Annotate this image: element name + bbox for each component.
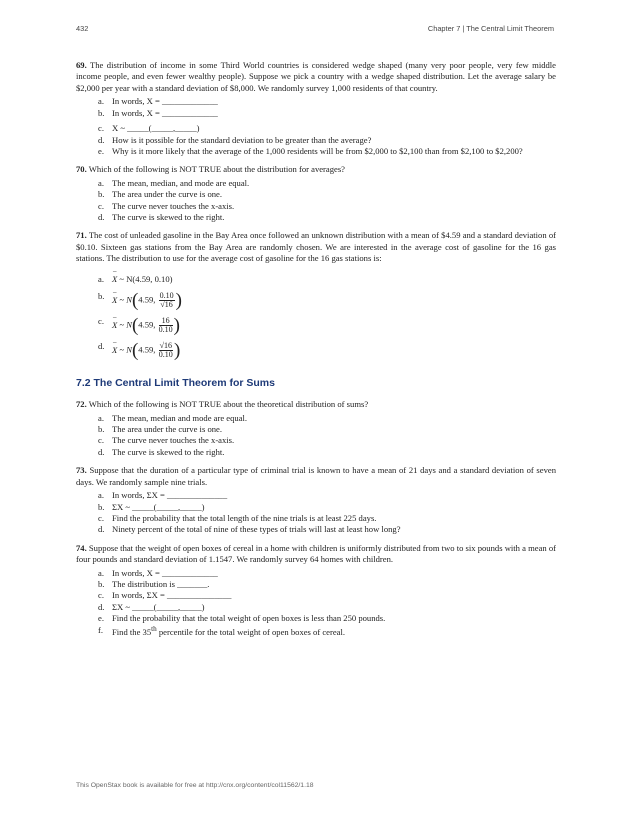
list-item: b. ΣX ~ _____(_____,_____) xyxy=(98,501,205,512)
question-69 xyxy=(76,60,556,94)
list-item: b. The area under the curve is one. xyxy=(98,423,222,434)
question-text: The cost of unleaded gasoline in the Bay Area once followed an unknown distribution with a mean of $4.59 and a standard deviation of $0.10. Sixteen gas stations from the Bay Area are randomly chosen. We are interested in the average cost of gasoline for the 16 gas stations. The distribution to use for the average cost of gasoline for the 16 gas stations is: xyxy=(76,230,556,264)
question-text: Which of the following is NOT TRUE about the distribution for averages? xyxy=(88,164,345,175)
list-item: b. In words, X = _____________ xyxy=(98,107,218,118)
question-69-parts xyxy=(76,96,556,157)
chapter-title: Chapter 7 | The Central Limit Theorem xyxy=(427,24,554,33)
list-item: c. The curve never touches the x-axis. xyxy=(98,200,235,211)
list-item: d. The curve is skewed to the right. xyxy=(98,212,225,223)
question-number: 71. xyxy=(76,230,87,241)
list-item: c. X ~ _____(_____,_____) xyxy=(98,123,200,134)
page-number: 432 xyxy=(76,24,89,33)
question-number: 74. xyxy=(76,542,87,553)
question-text: The distribution of income in some Third World countries is considered wedge shaped (many very poor people, very few middle income people, and even fewer wealthy people). Suppose we pick a country with a wedge shaped distribution. Let the average salary be $2,000 per year with a standard deviation of $8,000. We randomly survey 1,000 residents of that country. xyxy=(76,60,556,93)
fraction: $\frac{√16}{0.10}$ xyxy=(158,340,173,360)
question-70-parts xyxy=(76,178,556,224)
option-b: b. – X ~ N(4.59, $\frac{0.10}{√16}$ ) xyxy=(98,288,556,313)
option-a: a. – X ~ N(4.59, 0.10) xyxy=(98,271,556,288)
list-item: c. In words, ΣX = _______________ xyxy=(98,590,232,601)
list-item: d. How is it possible for the standard deviation to be greater than the average? xyxy=(98,134,372,145)
question-71-options xyxy=(76,271,556,363)
question-72 xyxy=(76,399,556,410)
question-number: 73. xyxy=(76,465,87,476)
question-74 xyxy=(76,543,556,566)
question-72-parts xyxy=(76,413,556,459)
list-item: c. The curve never touches the x-axis. xyxy=(98,435,235,446)
list-item: d. The curve is skewed to the right. xyxy=(98,446,225,457)
option-d: d. – X ~ N(4.59, $\frac{√16}{0.10}$ ) xyxy=(98,338,556,363)
section-heading: 7.2 The Central Limit Theorem for Sums xyxy=(76,377,275,390)
option-c: c. – X ~ N(4.59, $\frac{16}{0.10}$ ) xyxy=(98,313,556,338)
list-item: a. The mean, median, and mode are equal. xyxy=(98,177,250,188)
question-71 xyxy=(76,230,556,264)
footer-note: This OpenStax book is available for free at http://cnx.org/content/col11562/1.18 xyxy=(76,782,314,789)
question-74-parts xyxy=(76,568,556,638)
fraction: $\frac{0.10}{√16}$ xyxy=(159,290,174,310)
list-item: a. In words, ΣX = ______________ xyxy=(98,490,228,501)
question-number: 69. xyxy=(76,60,87,70)
list-item: d. ΣX ~ _____(_____,_____) xyxy=(98,601,205,612)
list-item: a. In words, X = _____________ xyxy=(98,96,218,107)
page-content xyxy=(76,60,556,638)
question-73-parts xyxy=(76,490,556,536)
list-item: d. Ninety percent of the total of nine of these types of trials will last at least how long? xyxy=(98,524,401,535)
question-73 xyxy=(76,465,556,488)
list-item: a. The mean, median and mode are equal. xyxy=(98,412,248,423)
fraction: $\frac{16}{0.10}$ xyxy=(158,315,173,335)
list-item: f. Find the 35th percentile for the total weight of open boxes of cereal. xyxy=(98,624,346,637)
question-text: Suppose that the weight of open boxes of cereal in a home with children is uniformly distributed from two to six pounds with a mean of four pounds and standard deviation of 1.1547. We randomly survey 64 homes with children. xyxy=(76,542,556,565)
question-text: Suppose that the duration of a particular type of criminal trial is known to have a mean of 21 days and a standard deviation of seven days. We randomly sample nine trials. xyxy=(76,465,556,487)
list-item: b. The distribution is _______. xyxy=(98,579,210,590)
question-70 xyxy=(76,164,556,175)
question-number: 70. xyxy=(76,164,87,175)
list-item: c. Find the probability that the total length of the nine trials is at least 225 days. xyxy=(98,512,377,523)
list-item: e. Find the probability that the total weight of open boxes is less than 250 pounds. xyxy=(98,613,386,624)
question-number: 72. xyxy=(76,399,87,410)
list-item: e. Why is it more likely that the average of the 1,000 residents will be from $2,000 to $2,100 than from $2,100 to $2,200? xyxy=(98,145,523,156)
list-item: a. In words, X = _____________ xyxy=(98,567,218,578)
list-item: b. The area under the curve is one. xyxy=(98,189,222,200)
question-text: Which of the following is NOT TRUE about the theoretical distribution of sums? xyxy=(88,399,369,410)
